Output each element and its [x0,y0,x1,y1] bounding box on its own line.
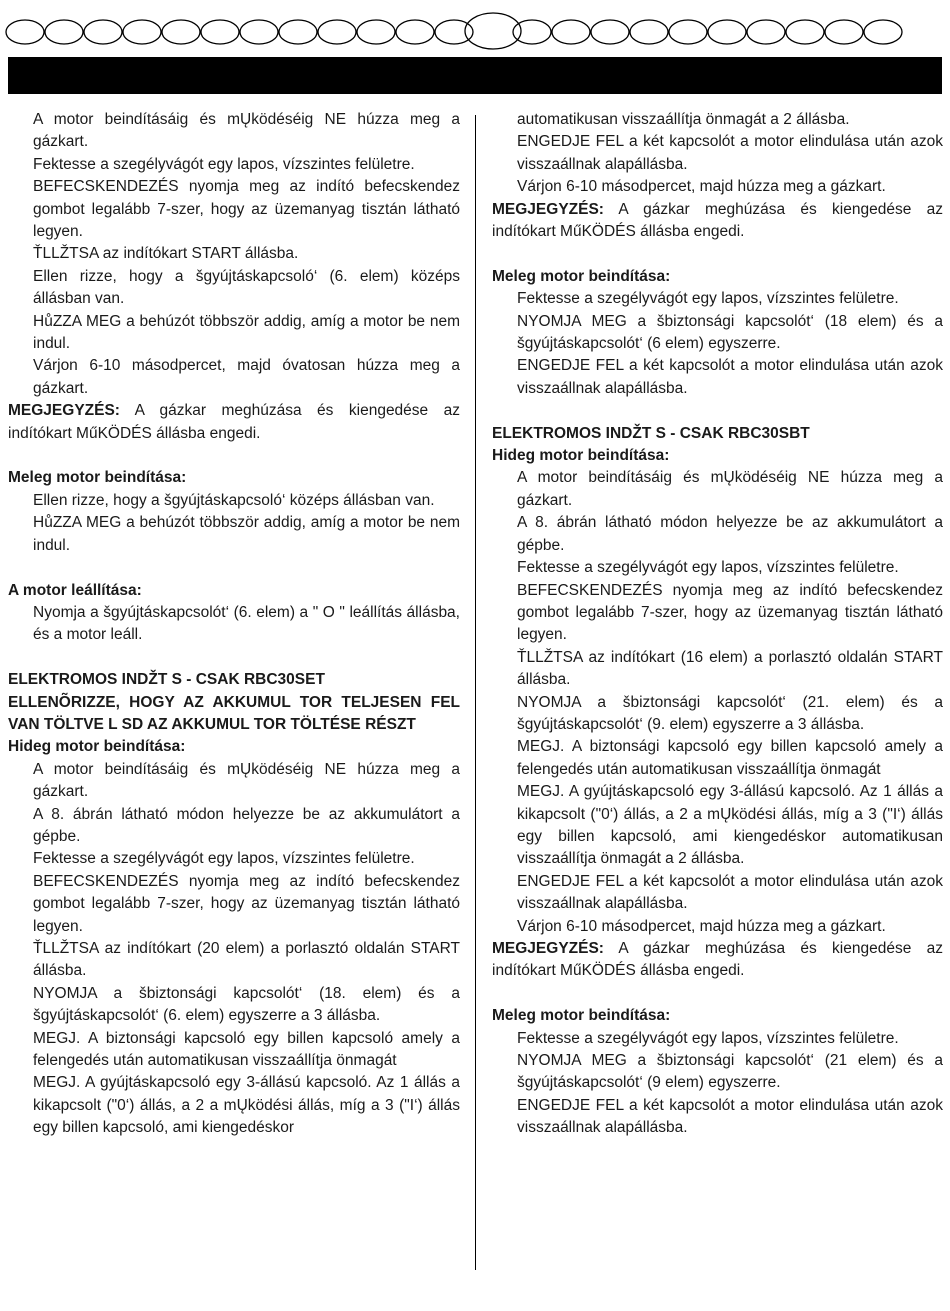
right-column [492,109,943,1140]
section-gap [8,557,460,579]
section-heading: Meleg motor beindítása: [492,267,671,285]
section-heading: Meleg motor beindítása: [492,1007,671,1025]
section-heading: A motor leállítása: [8,581,142,599]
instruction-step: BEFECSKENDEZÉS nyomja meg az indító befecskendez gombot legalább 7-szer, hogy az üzemanyag tisztán látható legyen. [33,872,460,935]
header-oval [708,20,746,44]
header-oval [591,20,629,44]
instruction-step: Fektesse a szegélyvágót egy lapos, vízszintes felületre. [517,290,899,308]
instruction-step: Várjon 6-10 másodpercet, majd húzza meg a gázkart. [517,917,886,935]
header-oval [201,20,239,44]
instruction-step: BEFECSKENDEZÉS nyomja meg az indító befecskendez gombot legalább 7-szer, hogy az üzemanyag tisztán látható legyen. [33,178,460,241]
header-band [8,57,942,94]
page-header-ovals [0,12,950,50]
header-oval [240,20,278,44]
instruction-step: Fektesse a szegélyvágót egy lapos, vízszintes felületre. [517,1029,899,1047]
section-gap [492,243,943,265]
header-oval [123,20,161,44]
instruction-step: MEGJ. A biztonsági kapcsoló egy billen kapcsoló amely a felengedés után automatikusan visszaállítja önmagát [33,1029,460,1070]
instruction-step: Fektesse a szegélyvágót egy lapos, vízszintes felületre. [33,155,415,173]
instruction-step: NYOMJA a šbiztonsági kapcsolót‘ (18. elem) és a šgyújtáskapcsolót‘ (6. elem) egyszerre a 3 állásba. [33,984,460,1025]
section-gap [8,445,460,467]
instruction-step: Várjon 6-10 másodpercet, majd húzza meg a gázkart. [517,178,886,196]
section-gap [492,983,943,1005]
instruction-step: Ellen rizze, hogy a šgyújtáskapcsoló‘ (6. elem) középs állásban van. [33,267,460,308]
instruction-step: A 8. ábrán látható módon helyezze be az akkumulátort a gépbe. [517,514,943,554]
instruction-step: NYOMJA MEG a šbiztonsági kapcsolót‘ (18 elem) és a šgyújtáskapcsolót‘ (6 elem) egyszerre. [517,312,943,353]
header-oval [279,20,317,44]
instruction-step: Ellen rizze, hogy a šgyújtáskapcsoló‘ középs állásban van. [33,491,435,509]
header-oval [747,20,785,44]
note-paragraph [8,400,460,445]
section-heading: Hideg motor beindítása: [492,447,670,465]
instruction-step: MEGJ. A biztonsági kapcsoló egy billen kapcsoló amely a felengedés után automatikusan visszaállítja önmagát [517,738,943,778]
left-column [8,109,460,1140]
warning-heading: ELLENÕRIZZE, HOGY AZ AKKUMUL TOR TELJESEN FEL VAN TÖLTVE L SD AZ AKKUMUL TOR TÖLTÉSE RÉSZT [8,693,460,733]
header-oval [630,20,668,44]
header-oval [513,20,551,44]
instruction-step: ENGEDJE FEL a két kapcsolót a motor elindulása után azok visszaállnak alapállásba. [517,872,943,913]
header-oval [786,20,824,44]
section-heading: Meleg motor beindítása: [8,469,187,487]
header-oval [357,20,395,44]
instruction-step: Fektesse a szegélyvágót egy lapos, vízszintes felületre. [517,559,899,577]
instruction-step: ŤLLŽTSA az indítókart START állásba. [33,245,299,263]
section-gap [492,400,943,422]
header-oval [45,20,83,44]
instruction-step: MEGJ. A gyújtáskapcsoló egy 3-állású kapcsoló. Az 1 állás a kikapcsolt ("0‘) állás, a 2 a mŲködési állás, míg a 3 ("I‘) állás egy billen kapcsoló, ami kiengedéskor automatikusan visszaállítja önmagát a 2 állásba. [517,783,943,868]
section-gap [8,647,460,669]
section-heading: ELEKTROMOS INDŽT S - CSAK RBC30SBT [492,424,810,442]
instruction-step: MEGJ. A gyújtáskapcsoló egy 3-állású kapcsoló. Az 1 állás a kikapcsolt ("0‘) állás, a 2 a mŲködési állás, míg a 3 ("I‘) állás egy billen kapcsoló, ami kiengedéskor [33,1074,460,1137]
header-oval [552,20,590,44]
instruction-step: Nyomja a šgyújtáskapcsolót‘ (6. elem) a " O " leállítás állásba, és a motor leáll. [33,603,460,644]
section-heading: ELEKTROMOS INDŽT S - CSAK RBC30SET [8,671,325,689]
header-oval [396,20,434,44]
note-label: MEGJEGYZÉS: [8,402,120,420]
note-text: A gázkar meghúzása és kiengedése az indítókart MűKÖDÉS állásba engedi. [492,940,943,980]
instruction-step: A motor beindításáig és mŲködéséig NE húzza meg a gázkart. [33,760,460,801]
instruction-step: NYOMJA a šbiztonsági kapcsolót‘ (21. elem) és a šgyújtáskapcsolót‘ (9. elem) egyszerre a 3 állásba. [517,693,943,733]
header-oval [318,20,356,44]
instruction-step: A 8. ábrán látható módon helyezze be az akkumulátort a gépbe. [33,805,460,845]
header-oval [864,20,902,44]
instruction-step: ENGEDJE FEL a két kapcsolót a motor elindulása után azok visszaállnak alapállásba. [517,133,943,173]
note-paragraph [492,199,943,244]
instruction-step: A motor beindításáig és mŲködéséig NE húzza meg a gázkart. [33,111,460,151]
note-paragraph [492,938,943,983]
note-label: MEGJEGYZÉS: [492,940,604,957]
instruction-step: A motor beindításáig és mŲködéséig NE húzza meg a gázkart. [517,469,943,509]
instruction-step: automatikusan visszaállítja önmagát a 2 állásba. [517,111,850,128]
instruction-step: BEFECSKENDEZÉS nyomja meg az indító befecskendez gombot legalább 7-szer, hogy az üzemanyag tisztán látható legyen. [517,581,943,644]
instruction-step: HůZZA MEG a behúzót többször addig, amíg a motor be nem indul. [33,514,460,554]
instruction-step: NYOMJA MEG a šbiztonsági kapcsolót‘ (21 elem) és a šgyújtáskapcsolót‘ (9 elem) egyszerre. [517,1052,943,1092]
column-divider [475,115,476,1270]
header-oval [6,20,44,44]
instruction-step: ŤLLŽTSA az indítókart (20 elem) a porlasztó oldalán START állásba. [33,939,460,980]
note-label: MEGJEGYZÉS: [492,200,604,218]
instruction-step: ENGEDJE FEL a két kapcsolót a motor elindulása után azok visszaállnak alapállásba. [517,357,943,397]
instruction-step: ŤLLŽTSA az indítókart (16 elem) a porlasztó oldalán START állásba. [517,648,943,689]
header-oval [84,20,122,44]
header-oval [162,20,200,44]
section-heading: Hideg motor beindítása: [8,738,186,756]
note-text: A gázkar meghúzása és kiengedése az indítókart MűKÖDÉS állásba engedi. [8,402,460,442]
instruction-step: HůZZA MEG a behúzót többször addig, amíg a motor be nem indul. [33,312,460,353]
instruction-step: Várjon 6-10 másodpercet, majd óvatosan húzza meg a gázkart. [33,357,460,397]
header-oval [825,20,863,44]
note-text: A gázkar meghúzása és kiengedése az indítókart MűKÖDÉS állásba engedi. [492,200,943,241]
instruction-step: Fektesse a szegélyvágót egy lapos, vízszintes felületre. [33,850,415,868]
header-oval [669,20,707,44]
instruction-step: ENGEDJE FEL a két kapcsolót a motor elindulása után azok visszaállnak alapállásba. [517,1096,943,1137]
